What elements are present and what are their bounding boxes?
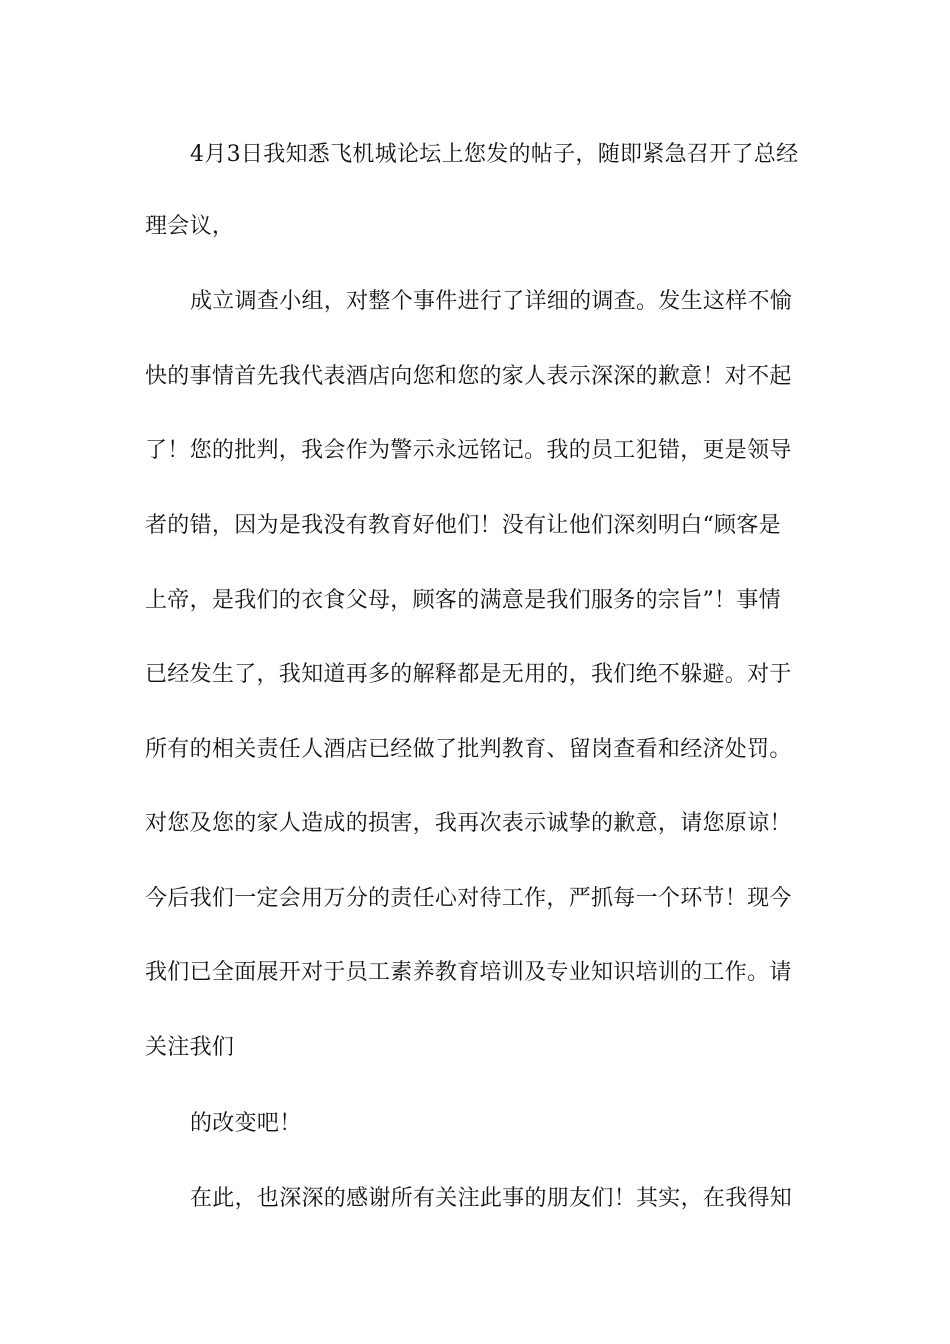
paragraph-line-5: 了！您的批判，我会作为警示永远铭记。我的员工犯错，更是领导 (145, 438, 792, 463)
paragraph-line-3: 成立调查小组，对整个事件进行了详细的调查。发生这样不愉 (190, 289, 793, 314)
paragraph-line-10: 对您及您的家人造成的损害，我再次表示诚挚的歉意，请您原谅！ (145, 811, 792, 836)
paragraph-line-15: 在此，也深深的感谢所有关注此事的朋友们！其实，在我得知 (190, 1186, 793, 1211)
paragraph-line-2: 理会议， (145, 214, 235, 239)
paragraph-line-7: 上帝，是我们的衣食父母，顾客的满意是我们服务的宗旨”！事情 (145, 588, 781, 613)
paragraph-line-9: 所有的相关责任人酒店已经做了批判教育、留岗查看和经济处罚。 (145, 737, 792, 762)
paragraph-line-6: 者的错，因为是我没有教育好他们！没有让他们深刻明白“顾客是 (145, 513, 781, 538)
paragraph-line-14: 的改变吧！ (190, 1111, 302, 1136)
paragraph-line-1: 4月3日我知悉飞机城论坛上您发的帖子，随即紧急召开了总经 (190, 142, 799, 167)
paragraph-line-4: 快的事情首先我代表酒店向您和您的家人表示深深的歉意！对不起 (145, 364, 792, 389)
paragraph-line-12: 我们已全面展开对于员工素养教育培训及专业知识培训的工作。请 (145, 960, 792, 985)
paragraph-line-11: 今后我们一定会用万分的责任心对待工作，严抓每一个环节！现今 (145, 886, 792, 911)
paragraph-line-13: 关注我们 (145, 1035, 235, 1060)
paragraph-line-8: 已经发生了，我知道再多的解释都是无用的，我们绝不躲避。对于 (145, 662, 792, 687)
